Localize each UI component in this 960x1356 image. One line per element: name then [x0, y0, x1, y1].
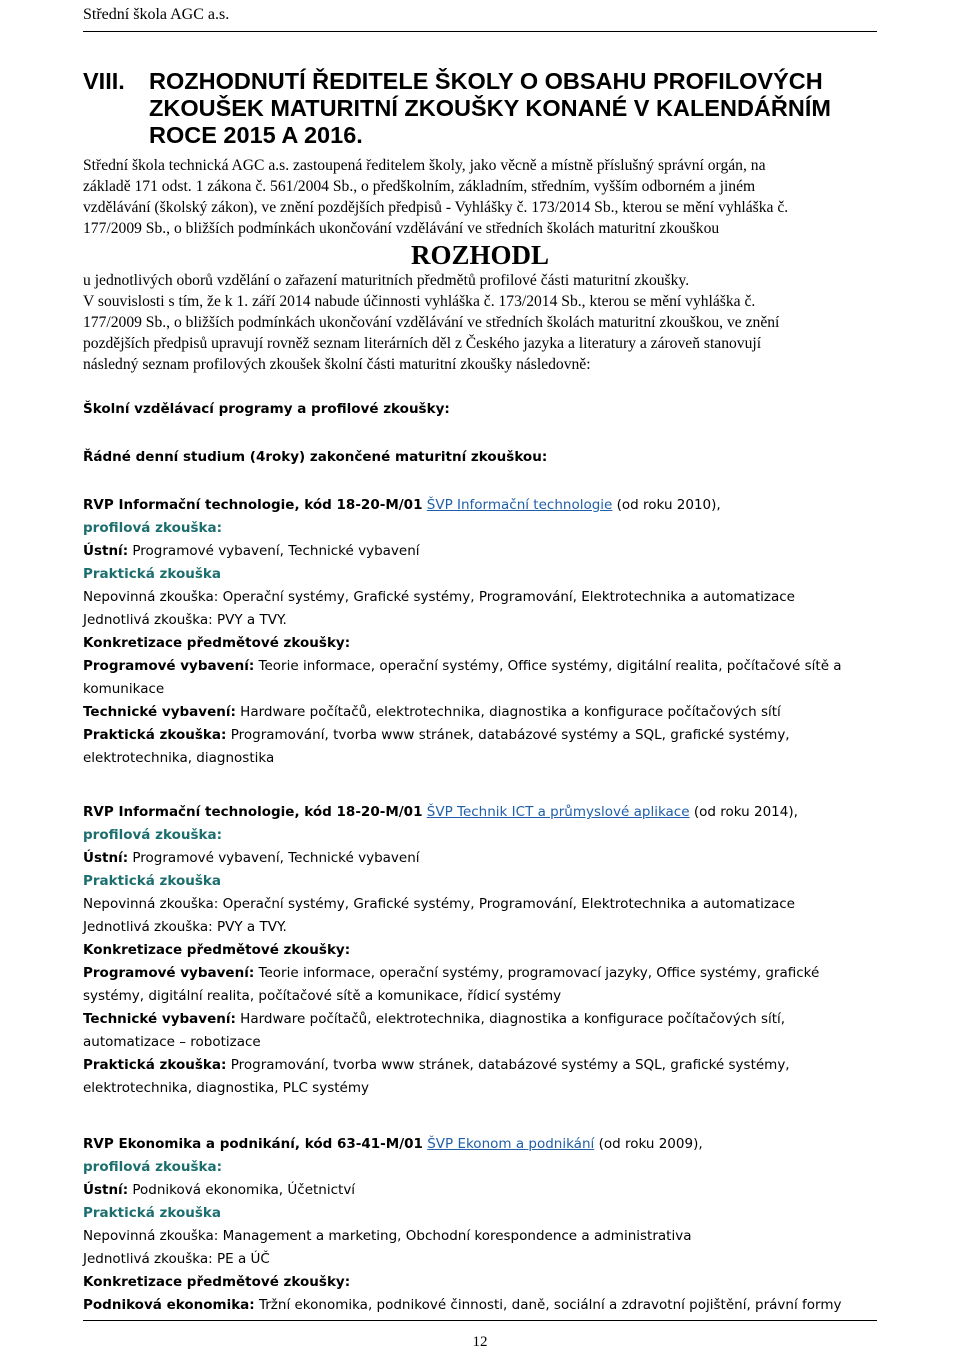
- section-title-line-1: ROZHODNUTÍ ŘEDITELE ŠKOLY O OBSAHU PROFILOVÝCH: [149, 68, 823, 94]
- ustni-line: [83, 1179, 883, 1202]
- intro-line: vzdělávání (školský zákon), ve znění pozdějších předpisů - Vyhlášky č. 173/2014 Sb., kterou se mění vyhláška č.: [83, 199, 789, 216]
- rvp-title: RVP Informační technologie, kód 18-20-M/01: [83, 497, 423, 513]
- decision-line: V souvislosti s tím, že k 1. září 2014 nabude účinnosti vyhláška č. 173/2014 Sb., kterou se mění vyhláška č.: [83, 293, 756, 310]
- since-text: (od roku 2009),: [598, 1136, 703, 1152]
- profilova-label: profilová zkouška:: [83, 827, 222, 843]
- section-number: VIII.: [83, 68, 125, 94]
- item-line-cont: elektrotechnika, diagnostika, PLC systémy: [83, 1080, 369, 1096]
- footer-divider: [83, 1320, 877, 1321]
- item-text: Teorie informace, operační systémy, Office systémy, digitální realita, počítačové sítě a: [258, 658, 842, 674]
- item-label: Programové vybavení:: [83, 658, 255, 674]
- rvp-title: RVP Ekonomika a podnikání, kód 63-41-M/01: [83, 1136, 423, 1152]
- jednotliva-line: Jednotlivá zkouška: PVY a TVY.: [83, 612, 287, 628]
- page-number: 12: [472, 1334, 488, 1350]
- decision-line: následný seznam profilových zkoušek školní části maturitní zkoušky následovně:: [83, 356, 591, 373]
- konkretizace-label: Konkretizace předmětové zkoušky:: [83, 1274, 351, 1290]
- page-header: [0, 0, 960, 34]
- rvp-line: [83, 494, 883, 517]
- item-text: Hardware počítačů, elektrotechnika, diagnostika a konfigurace počítačových sítí,: [240, 1011, 786, 1027]
- jednotliva-line: Jednotlivá zkouška: PE a ÚČ: [83, 1251, 270, 1267]
- rvp-line: [83, 1133, 883, 1156]
- item-line: [83, 655, 883, 678]
- ustni-line: [83, 847, 883, 870]
- profilova-label: profilová zkouška:: [83, 1159, 222, 1175]
- item-line: [83, 1008, 883, 1031]
- decision-line: u jednotlivých oborů vzdělání o zařazení maturitních předmětů profilové části maturitní zkoušky.: [83, 272, 690, 289]
- ustni-label: Ústní:: [83, 850, 129, 866]
- since-text: (od roku 2010),: [616, 497, 721, 513]
- prakticka-label: Praktická zkouška: [83, 873, 221, 889]
- item-label: Podniková ekonomika:: [83, 1297, 255, 1313]
- item-line: [83, 962, 883, 985]
- item-label: Technické vybavení:: [83, 1011, 236, 1027]
- item-line-cont: systémy, digitální realita, počítačové sítě a komunikace, řídicí systémy: [83, 988, 562, 1004]
- decision-word: ROZHODL: [410, 240, 550, 270]
- decision-paragraph: [83, 270, 883, 375]
- nepovinna-line: Nepovinná zkouška: Management a marketing, Obchodní korespondence a administrativa: [83, 1228, 692, 1244]
- item-text: Programování, tvorba www stránek, databázové systémy a SQL, grafické systémy,: [230, 727, 790, 743]
- program-block-1: [83, 494, 883, 770]
- item-text: Hardware počítačů, elektrotechnika, diagnostika a konfigurace počítačových sítí: [240, 704, 781, 720]
- ustni-line: [83, 540, 883, 563]
- heading-programs: Školní vzdělávací programy a profilové zkoušky:: [83, 401, 450, 417]
- section-title-line-2: ZKOUŠEK MATURITNÍ ZKOUŠKY KONANÉ V KALENDÁŘNÍM: [149, 95, 831, 121]
- item-label: Praktická zkouška:: [83, 1057, 227, 1073]
- program-block-3: [83, 1133, 883, 1317]
- ustni-label: Ústní:: [83, 1182, 129, 1198]
- item-label: Technické vybavení:: [83, 704, 236, 720]
- item-label: Programové vybavení:: [83, 965, 255, 981]
- svp-link[interactable]: ŠVP Ekonom a podnikání: [427, 1136, 595, 1152]
- item-line-cont: komunikace: [83, 681, 165, 697]
- item-line: [83, 1054, 883, 1077]
- prakticka-label: Praktická zkouška: [83, 1205, 221, 1221]
- ustni-text: Programové vybavení, Technické vybavení: [132, 850, 420, 866]
- nepovinna-line: Nepovinná zkouška: Operační systémy, Grafické systémy, Programování, Elektrotechnika a automatizace: [83, 896, 795, 912]
- ustni-text: Podniková ekonomika, Účetnictví: [132, 1182, 356, 1198]
- nepovinna-line: Nepovinná zkouška: Operační systémy, Grafické systémy, Programování, Elektrotechnika a automatizace: [83, 589, 795, 605]
- item-text: Programování, tvorba www stránek, databázové systémy a SQL, grafické systémy,: [230, 1057, 790, 1073]
- svp-link[interactable]: ŠVP Technik ICT a průmyslové aplikace: [426, 804, 690, 820]
- svp-link[interactable]: ŠVP Informační technologie: [426, 497, 613, 513]
- ustni-text: Programové vybavení, Technické vybavení: [132, 543, 420, 559]
- intro-line: základě 171 odst. 1 zákona č. 561/2004 Sb., o předškolním, základním, středním, vyšším odborném a jiném: [83, 178, 756, 195]
- decision-line: 177/2009 Sb., o bližších podmínkách ukončování vzdělávání ve středních školách maturitní zkouškou, ve znění: [83, 314, 780, 331]
- since-text: (od roku 2014),: [693, 804, 798, 820]
- item-line: [83, 701, 883, 724]
- ustni-label: Ústní:: [83, 543, 129, 559]
- section-heading: [83, 68, 883, 149]
- item-line: [83, 724, 883, 747]
- program-block-2: [83, 801, 883, 1100]
- item-line-cont: elektrotechnika, diagnostika: [83, 750, 275, 766]
- intro-paragraph: [83, 155, 883, 239]
- intro-line: Střední škola technická AGC a.s. zastoupená ředitelem školy, jako věcně a místně příslušný správní orgán, na: [83, 157, 766, 174]
- decision-line: pozdějších předpisů upravují rovněž seznam literárních děl z Českého jazyka a literatury a zároveň stanovují: [83, 335, 762, 352]
- item-text: Tržní ekonomika, podnikové činnosti, daně, sociální a zdravotní pojištění, právní formy: [258, 1297, 842, 1313]
- header-school-name: Střední škola AGC a.s.: [83, 6, 230, 23]
- prakticka-label: Praktická zkouška: [83, 566, 221, 582]
- rvp-title: RVP Informační technologie, kód 18-20-M/01: [83, 804, 423, 820]
- header-divider: [83, 31, 877, 32]
- intro-line: 177/2009 Sb., o bližších podmínkách ukončování vzdělávání ve středních školách maturitní zkouškou: [83, 220, 720, 237]
- konkretizace-label: Konkretizace předmětové zkoušky:: [83, 635, 351, 651]
- heading-study: Řádné denní studium (4roky) zakončené maturitní zkouškou:: [83, 449, 548, 465]
- item-line-cont: automatizace – robotizace: [83, 1034, 261, 1050]
- item-text: Teorie informace, operační systémy, programovací jazyky, Office systémy, grafické: [258, 965, 820, 981]
- rvp-line: [83, 801, 883, 824]
- item-label: Praktická zkouška:: [83, 727, 227, 743]
- section-title-line-3: ROCE 2015 A 2016.: [149, 122, 363, 148]
- konkretizace-label: Konkretizace předmětové zkoušky:: [83, 942, 351, 958]
- profilova-label: profilová zkouška:: [83, 520, 222, 536]
- item-line: [83, 1294, 883, 1317]
- jednotliva-line: Jednotlivá zkouška: PVY a TVY.: [83, 919, 287, 935]
